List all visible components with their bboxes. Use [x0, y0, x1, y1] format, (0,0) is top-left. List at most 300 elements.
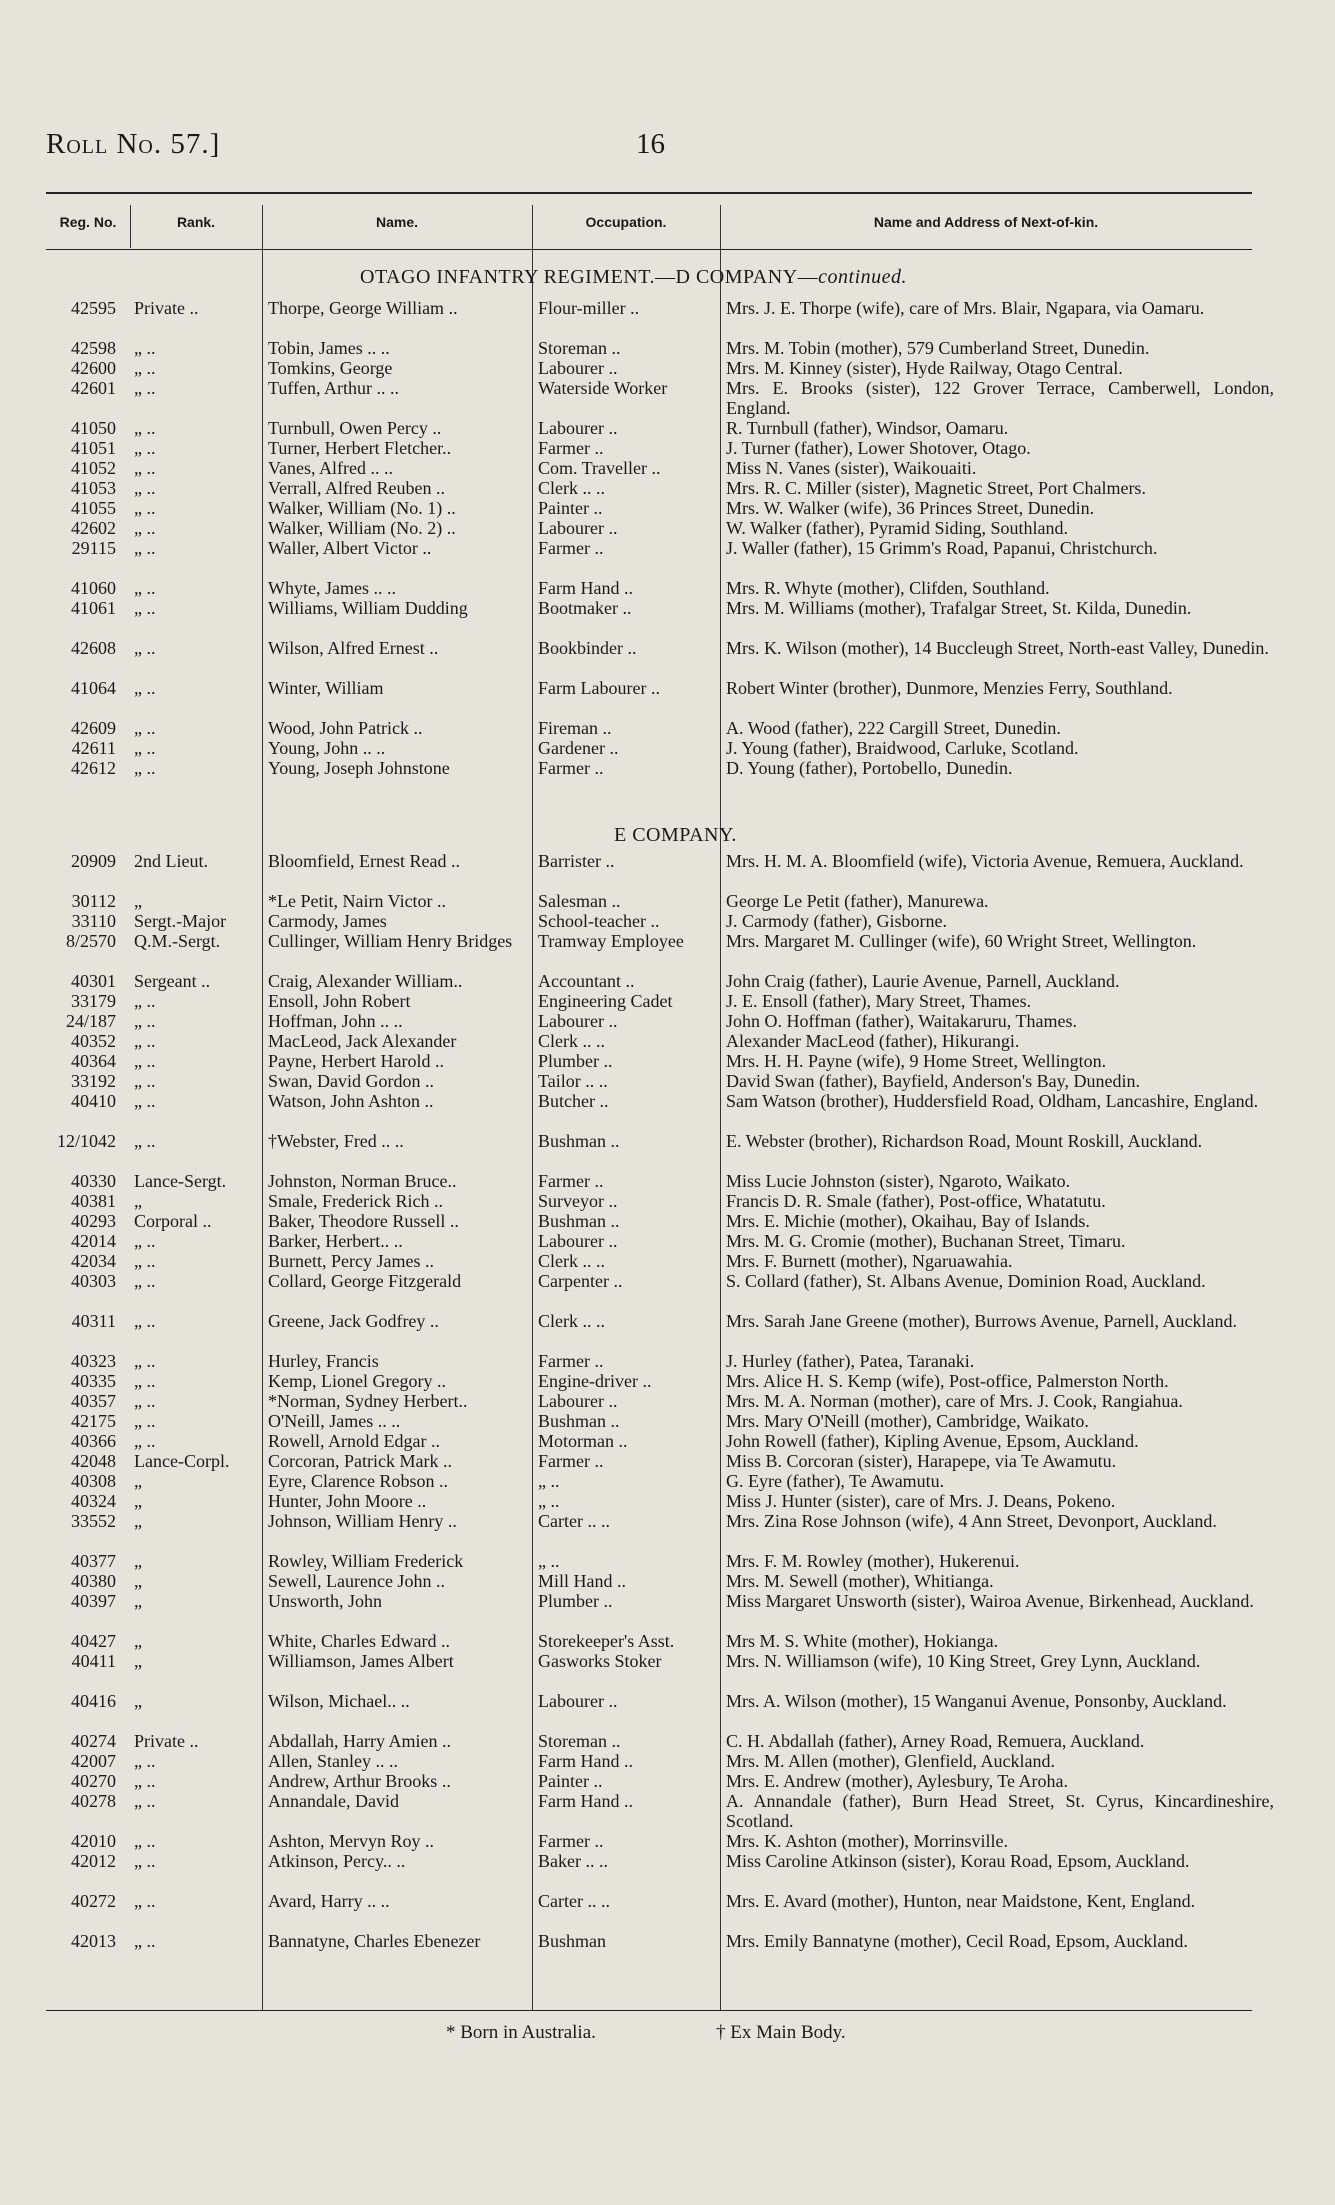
- rank: Sergt.-Major: [134, 911, 227, 931]
- soldier-name: Johnson, William Henry ..: [268, 1511, 457, 1531]
- reg-number: 42601: [71, 378, 116, 398]
- reg-number: 42007: [71, 1751, 116, 1771]
- occupation: Salesman ..: [538, 891, 621, 911]
- soldier-name: Baker, Theodore Russell ..: [268, 1211, 459, 1231]
- next-of-kin: Mrs. M. Williams (mother), Trafalgar Street, St. Kilda, Dunedin.: [726, 598, 1192, 618]
- occupation: Engineering Cadet: [538, 991, 673, 1011]
- rank: „ ..: [134, 638, 156, 658]
- occupation: Clerk .. ..: [538, 1311, 605, 1331]
- rank: „ ..: [134, 438, 156, 458]
- reg-number: 42034: [71, 1251, 116, 1271]
- header-bottom-rule: [46, 249, 1252, 250]
- occupation: Baker .. ..: [538, 1851, 608, 1871]
- reg-number: 41064: [71, 678, 116, 698]
- rank: „ ..: [134, 1431, 156, 1451]
- reg-number: 42175: [71, 1411, 116, 1431]
- col-divider: [130, 205, 131, 248]
- reg-number: 29115: [71, 538, 116, 558]
- occupation: Carpenter ..: [538, 1271, 623, 1291]
- reg-number: 40278: [71, 1791, 116, 1811]
- next-of-kin: Miss B. Corcoran (sister), Harapepe, via Te Awamutu.: [726, 1451, 1117, 1471]
- soldier-name: Avard, Harry .. ..: [268, 1891, 390, 1911]
- rank: „ ..: [134, 1251, 156, 1271]
- soldier-name: Cullinger, William Henry Bridges: [268, 931, 513, 951]
- reg-number: 12/1042: [56, 1131, 116, 1151]
- soldier-name: Turner, Herbert Fletcher..: [268, 438, 452, 458]
- rank: „ ..: [134, 1051, 156, 1071]
- rank: „ ..: [134, 1071, 156, 1091]
- soldier-name: Payne, Herbert Harold ..: [268, 1051, 444, 1071]
- occupation: Flour-miller ..: [538, 298, 640, 318]
- footnote-born-australia: * Born in Australia.: [446, 2022, 596, 2043]
- section-heading-e-company: E COMPANY.: [614, 824, 737, 846]
- next-of-kin: J. Turner (father), Lower Shotover, Otago.: [726, 438, 1031, 458]
- next-of-kin: G. Eyre (father), Te Awamutu.: [726, 1471, 945, 1491]
- rank: Sergeant ..: [134, 971, 211, 991]
- rank: „ ..: [134, 1771, 156, 1791]
- soldier-name: Waller, Albert Victor ..: [268, 538, 432, 558]
- occupation: Gasworks Stoker: [538, 1651, 662, 1671]
- soldier-name: Johnston, Norman Bruce..: [268, 1171, 457, 1191]
- page-number: 16: [636, 128, 665, 160]
- reg-number: 40377: [71, 1551, 116, 1571]
- next-of-kin: W. Walker (father), Pyramid Siding, Southland.: [726, 518, 1068, 538]
- rank: „ ..: [134, 758, 156, 778]
- reg-number: 40301: [71, 971, 116, 991]
- reg-number: 40411: [71, 1651, 116, 1671]
- occupation: Motorman ..: [538, 1431, 628, 1451]
- reg-number: 40335: [71, 1371, 116, 1391]
- reg-number: 40381: [71, 1191, 116, 1211]
- soldier-name: Wilson, Alfred Ernest ..: [268, 638, 439, 658]
- soldier-name: Greene, Jack Godfrey ..: [268, 1311, 439, 1331]
- next-of-kin: Mrs. K. Wilson (mother), 14 Buccleugh Street, North-east Valley, Dunedin.: [726, 638, 1269, 658]
- rank: „ ..: [134, 1791, 156, 1811]
- occupation: „ ..: [538, 1491, 560, 1511]
- reg-number: 41060: [71, 578, 116, 598]
- reg-number: 42595: [71, 298, 116, 318]
- roll-number: Roll No. 57.]: [46, 128, 221, 160]
- occupation: Labourer ..: [538, 1391, 618, 1411]
- section-title: OTAGO INFANTRY REGIMENT.—D COMPANY—: [360, 266, 819, 288]
- occupation: Accountant ..: [538, 971, 635, 991]
- soldier-name: Rowley, William Frederick: [268, 1551, 464, 1571]
- next-of-kin: Mrs. E. Michie (mother), Okaihau, Bay of Islands.: [726, 1211, 1090, 1231]
- reg-number: 40410: [71, 1091, 116, 1111]
- occupation: Labourer ..: [538, 1231, 618, 1251]
- rank: „ ..: [134, 1751, 156, 1771]
- col-header-occupation: Occupation.: [585, 214, 667, 230]
- occupation: Farmer ..: [538, 438, 604, 458]
- occupation: Tramway Employee: [538, 931, 684, 951]
- soldier-name: Thorpe, George William ..: [268, 298, 458, 318]
- soldier-name: Winter, William: [268, 678, 384, 698]
- occupation: Carter .. ..: [538, 1511, 610, 1531]
- next-of-kin: J. Carmody (father), Gisborne.: [726, 911, 947, 931]
- rank: „ ..: [134, 538, 156, 558]
- reg-number: 42010: [71, 1831, 116, 1851]
- occupation: Bushman ..: [538, 1411, 620, 1431]
- next-of-kin: Mrs. R. Whyte (mother), Clifden, Southland.: [726, 578, 1050, 598]
- soldier-name: Sewell, Laurence John ..: [268, 1571, 445, 1591]
- reg-number: 30112: [71, 891, 116, 911]
- soldier-name: Watson, John Ashton ..: [268, 1091, 434, 1111]
- occupation: Labourer ..: [538, 1691, 618, 1711]
- reg-number: 41050: [71, 418, 116, 438]
- rank: „ ..: [134, 1411, 156, 1431]
- occupation: Labourer ..: [538, 358, 618, 378]
- reg-number: 33192: [71, 1071, 116, 1091]
- rank: „ ..: [134, 991, 156, 1011]
- next-of-kin: Mrs. J. E. Thorpe (wife), care of Mrs. Blair, Ngapara, via Oamaru.: [726, 298, 1205, 318]
- reg-number: 24/187: [65, 1011, 116, 1031]
- occupation: Bushman: [538, 1931, 607, 1951]
- reg-number: 40272: [71, 1891, 116, 1911]
- occupation: Plumber ..: [538, 1591, 613, 1611]
- rank: „ ..: [134, 458, 156, 478]
- rank: „ ..: [134, 338, 156, 358]
- next-of-kin: John Craig (father), Laurie Avenue, Parnell, Auckland.: [726, 971, 1120, 991]
- rank: „: [134, 1191, 142, 1211]
- reg-number: 8/2570: [65, 931, 116, 951]
- reg-number: 40366: [71, 1431, 116, 1451]
- soldier-name: Williams, William Dudding: [268, 598, 468, 618]
- soldier-name: *Norman, Sydney Herbert..: [268, 1391, 468, 1411]
- reg-number: 42602: [71, 518, 116, 538]
- soldier-name: Swan, David Gordon ..: [268, 1071, 434, 1091]
- soldier-name: Smale, Frederick Rich ..: [268, 1191, 443, 1211]
- soldier-name: †Webster, Fred .. ..: [268, 1131, 404, 1151]
- soldier-name: Annandale, David: [268, 1791, 399, 1811]
- next-of-kin: Mrs. A. Wilson (mother), 15 Wanganui Avenue, Ponsonby, Auckland.: [726, 1691, 1227, 1711]
- reg-number: 42014: [71, 1231, 116, 1251]
- next-of-kin: C. H. Abdallah (father), Arney Road, Remuera, Auckland.: [726, 1731, 1145, 1751]
- soldier-name: Eyre, Clarence Robson ..: [268, 1471, 448, 1491]
- occupation: Farmer ..: [538, 538, 604, 558]
- rank: „: [134, 1571, 142, 1591]
- reg-number: 42048: [71, 1451, 116, 1471]
- occupation: Labourer ..: [538, 418, 618, 438]
- soldier-name: Barker, Herbert.. ..: [268, 1231, 403, 1251]
- occupation: Farmer ..: [538, 1351, 604, 1371]
- next-of-kin: Mrs. K. Ashton (mother), Morrinsville.: [726, 1831, 1008, 1851]
- next-of-kin: E. Webster (brother), Richardson Road, Mount Roskill, Auckland.: [726, 1131, 1203, 1151]
- reg-number: 40416: [71, 1691, 116, 1711]
- rank: „ ..: [134, 1371, 156, 1391]
- rank: „ ..: [134, 1351, 156, 1371]
- next-of-kin: John Rowell (father), Kipling Avenue, Epsom, Auckland.: [726, 1431, 1139, 1451]
- soldier-name: Verrall, Alfred Reuben ..: [268, 478, 445, 498]
- reg-number: 40397: [71, 1591, 116, 1611]
- soldier-name: Collard, George Fitzgerald: [268, 1271, 462, 1291]
- next-of-kin: Mrs. Sarah Jane Greene (mother), Burrows Avenue, Parnell, Auckland.: [726, 1311, 1238, 1331]
- rank: „ ..: [134, 1831, 156, 1851]
- next-of-kin: Mrs. Emily Bannatyne (mother), Cecil Road, Epsom, Auckland.: [726, 1931, 1188, 1951]
- rank: Corporal ..: [134, 1211, 212, 1231]
- next-of-kin: George Le Petit (father), Manurewa.: [726, 891, 989, 911]
- next-of-kin: Mrs. M. G. Cromie (mother), Buchanan Street, Timaru.: [726, 1231, 1126, 1251]
- soldier-name: Williamson, James Albert: [268, 1651, 454, 1671]
- rank: „ ..: [134, 518, 156, 538]
- rank: „ ..: [134, 1231, 156, 1251]
- next-of-kin: Robert Winter (brother), Dunmore, Menzies Ferry, Southland.: [726, 678, 1173, 698]
- soldier-name: Bloomfield, Ernest Read ..: [268, 851, 460, 871]
- occupation: Bushman ..: [538, 1131, 620, 1151]
- next-of-kin: J. Hurley (father), Patea, Taranaki.: [726, 1351, 975, 1371]
- next-of-kin: Miss N. Vanes (sister), Waikouaiti.: [726, 458, 977, 478]
- rank: „: [134, 1651, 142, 1671]
- occupation: Bookbinder ..: [538, 638, 637, 658]
- reg-number: 40303: [71, 1271, 116, 1291]
- reg-number: 42012: [71, 1851, 116, 1871]
- reg-number: 42013: [71, 1931, 116, 1951]
- reg-number: 41061: [71, 598, 116, 618]
- reg-number: 40308: [71, 1471, 116, 1491]
- next-of-kin: Miss Margaret Unsworth (sister), Wairoa Avenue, Birkenhead, Auckland.: [726, 1591, 1254, 1611]
- occupation: „ ..: [538, 1551, 560, 1571]
- reg-number: 40330: [71, 1171, 116, 1191]
- rank: Q.M.-Sergt.: [134, 931, 221, 951]
- soldier-name: Corcoran, Patrick Mark ..: [268, 1451, 452, 1471]
- next-of-kin: Sam Watson (brother), Huddersfield Road, Oldham, Lancashire, England.: [726, 1091, 1259, 1111]
- col-header-reg: Reg. No.: [59, 214, 117, 230]
- next-of-kin: Mrs. M. Kinney (sister), Hyde Railway, Otago Central.: [726, 358, 1123, 378]
- rank: Lance-Sergt.: [134, 1171, 227, 1191]
- occupation: Farmer ..: [538, 1831, 604, 1851]
- reg-number: 40364: [71, 1051, 116, 1071]
- rank: „: [134, 1551, 142, 1571]
- soldier-name: *Le Petit, Nairn Victor ..: [268, 891, 447, 911]
- next-of-kin: Mrs. W. Walker (wife), 36 Princes Street, Dunedin.: [726, 498, 1095, 518]
- rank: „ ..: [134, 358, 156, 378]
- occupation: Bushman ..: [538, 1211, 620, 1231]
- soldier-name: White, Charles Edward ..: [268, 1631, 450, 1651]
- rank: „ ..: [134, 578, 156, 598]
- next-of-kin: Mrs. E. Andrew (mother), Aylesbury, Te Aroha.: [726, 1771, 1069, 1791]
- reg-number: 42611: [71, 738, 116, 758]
- next-of-kin: Mrs M. S. White (mother), Hokianga.: [726, 1631, 999, 1651]
- next-of-kin: J. Waller (father), 15 Grimm's Road, Papanui, Christchurch.: [726, 538, 1158, 558]
- rank: „ ..: [134, 1271, 156, 1291]
- next-of-kin: A. Annandale (father), Burn Head Street, St. Cyrus, Kincardineshire, Scotland.: [726, 1791, 1274, 1831]
- rank: „ ..: [134, 1891, 156, 1911]
- soldier-name: Bannatyne, Charles Ebenezer: [268, 1931, 481, 1951]
- occupation: Farmer ..: [538, 1451, 604, 1471]
- soldier-name: Atkinson, Percy.. ..: [268, 1851, 406, 1871]
- soldier-name: Walker, William (No. 2) ..: [268, 518, 456, 538]
- soldier-name: Ensoll, John Robert: [268, 991, 411, 1011]
- rank: „ ..: [134, 498, 156, 518]
- reg-number: 40293: [71, 1211, 116, 1231]
- soldier-name: Allen, Stanley .. ..: [268, 1751, 398, 1771]
- next-of-kin: Mrs. N. Williamson (wife), 10 King Street, Grey Lynn, Auckland.: [726, 1651, 1201, 1671]
- next-of-kin: J. E. Ensoll (father), Mary Street, Thames.: [726, 991, 1032, 1011]
- rank: „ ..: [134, 1311, 156, 1331]
- next-of-kin: Alexander MacLeod (father), Hikurangi.: [726, 1031, 1020, 1051]
- rank: „: [134, 1631, 142, 1651]
- next-of-kin: Mrs. Mary O'Neill (mother), Cambridge, Waikato.: [726, 1411, 1089, 1431]
- soldier-name: Hunter, John Moore ..: [268, 1491, 427, 1511]
- rank: „: [134, 1511, 142, 1531]
- footnote-ex-main-body: † Ex Main Body.: [716, 2022, 846, 2043]
- occupation: Waterside Worker: [538, 378, 668, 398]
- occupation: Bootmaker ..: [538, 598, 632, 618]
- soldier-name: Young, Joseph Johnstone: [268, 758, 450, 778]
- next-of-kin: S. Collard (father), St. Albans Avenue, Dominion Road, Auckland.: [726, 1271, 1206, 1291]
- next-of-kin: Mrs. H. M. A. Bloomfield (wife), Victoria Avenue, Remuera, Auckland.: [726, 851, 1244, 871]
- header-top-rule: [46, 192, 1252, 194]
- rank: „ ..: [134, 598, 156, 618]
- rank: „: [134, 1691, 142, 1711]
- occupation: Storeman ..: [538, 1731, 621, 1751]
- soldier-name: Abdallah, Harry Amien ..: [268, 1731, 451, 1751]
- occupation: Farm Hand ..: [538, 1751, 633, 1771]
- soldier-name: Hoffman, John .. ..: [268, 1011, 403, 1031]
- next-of-kin: J. Young (father), Braidwood, Carluke, Scotland.: [726, 738, 1079, 758]
- rank: „: [134, 891, 142, 911]
- next-of-kin: Miss Lucie Johnston (sister), Ngaroto, Waikato.: [726, 1171, 1071, 1191]
- occupation: Clerk .. ..: [538, 478, 605, 498]
- rank: „ ..: [134, 1091, 156, 1111]
- soldier-name: O'Neill, James .. ..: [268, 1411, 401, 1431]
- rank: „ ..: [134, 1391, 156, 1411]
- occupation: Farm Hand ..: [538, 1791, 633, 1811]
- next-of-kin: A. Wood (father), 222 Cargill Street, Dunedin.: [726, 718, 1061, 738]
- rank: Private ..: [134, 298, 199, 318]
- occupation: Surveyor ..: [538, 1191, 618, 1211]
- occupation: Storekeeper's Asst.: [538, 1631, 675, 1651]
- soldier-name: Whyte, James .. ..: [268, 578, 396, 598]
- occupation: Clerk .. ..: [538, 1251, 605, 1271]
- soldier-name: Burnett, Percy James ..: [268, 1251, 434, 1271]
- rank: „ ..: [134, 1931, 156, 1951]
- rank: „ ..: [134, 1031, 156, 1051]
- rank: „: [134, 1491, 142, 1511]
- col-header-rank: Rank.: [176, 214, 216, 230]
- occupation: Mill Hand ..: [538, 1571, 626, 1591]
- occupation: Gardener ..: [538, 738, 619, 758]
- reg-number: 41055: [71, 498, 116, 518]
- occupation: Storeman ..: [538, 338, 621, 358]
- rank: 2nd Lieut.: [134, 851, 208, 871]
- soldier-name: Andrew, Arthur Brooks ..: [268, 1771, 451, 1791]
- next-of-kin: Mrs. R. C. Miller (sister), Magnetic Street, Port Chalmers.: [726, 478, 1146, 498]
- soldier-name: Walker, William (No. 1) ..: [268, 498, 456, 518]
- soldier-name: Tuffen, Arthur .. ..: [268, 378, 400, 398]
- next-of-kin: Mrs. Alice H. S. Kemp (wife), Post-office, Palmerston North.: [726, 1371, 1169, 1391]
- soldier-name: MacLeod, Jack Alexander: [268, 1031, 457, 1051]
- next-of-kin: Mrs. Zina Rose Johnson (wife), 4 Ann Street, Devonport, Auckland.: [726, 1511, 1217, 1531]
- reg-number: 40380: [71, 1571, 116, 1591]
- reg-number: 40324: [71, 1491, 116, 1511]
- next-of-kin: Mrs. F. M. Rowley (mother), Hukerenui.: [726, 1551, 1020, 1571]
- rank: Lance-Corpl.: [134, 1451, 230, 1471]
- col-divider: [720, 205, 721, 2010]
- section-heading-d-company: [360, 266, 907, 289]
- next-of-kin: Mrs. F. Burnett (mother), Ngaruawahia.: [726, 1251, 1013, 1271]
- occupation: Fireman ..: [538, 718, 612, 738]
- reg-number: 40311: [71, 1311, 116, 1331]
- next-of-kin: Miss Caroline Atkinson (sister), Korau Road, Epsom, Auckland.: [726, 1851, 1190, 1871]
- occupation: Butcher ..: [538, 1091, 609, 1111]
- reg-number: 42600: [71, 358, 116, 378]
- reg-number: 33179: [71, 991, 116, 1011]
- reg-number: 40427: [71, 1631, 116, 1651]
- rank: „ ..: [134, 1851, 156, 1871]
- rank: „ ..: [134, 718, 156, 738]
- occupation: Engine-driver ..: [538, 1371, 652, 1391]
- rank: Private ..: [134, 1731, 199, 1751]
- next-of-kin: David Swan (father), Bayfield, Anderson's Bay, Dunedin.: [726, 1071, 1140, 1091]
- reg-number: 33110: [71, 911, 116, 931]
- col-divider: [532, 205, 533, 2010]
- col-divider: [262, 205, 263, 2010]
- rank: „ ..: [134, 378, 156, 398]
- soldier-name: Tomkins, George: [268, 358, 393, 378]
- rank: „ ..: [134, 478, 156, 498]
- soldier-name: Hurley, Francis: [268, 1351, 379, 1371]
- soldier-name: Wilson, Michael.. ..: [268, 1691, 410, 1711]
- next-of-kin: Mrs. H. H. Payne (wife), 9 Home Street, Wellington.: [726, 1051, 1107, 1071]
- reg-number: 42612: [71, 758, 116, 778]
- rank: „ ..: [134, 418, 156, 438]
- next-of-kin: Mrs. E. Avard (mother), Hunton, near Maidstone, Kent, England.: [726, 1891, 1196, 1911]
- occupation: Farm Labourer ..: [538, 678, 660, 698]
- occupation: Clerk .. ..: [538, 1031, 605, 1051]
- reg-number: 40357: [71, 1391, 116, 1411]
- reg-number: 33552: [71, 1511, 116, 1531]
- occupation: „ ..: [538, 1471, 560, 1491]
- reg-number: 40323: [71, 1351, 116, 1371]
- occupation: Farmer ..: [538, 758, 604, 778]
- occupation: Labourer ..: [538, 1011, 618, 1031]
- reg-number: 41051: [71, 438, 116, 458]
- reg-number: 42608: [71, 638, 116, 658]
- occupation: Plumber ..: [538, 1051, 613, 1071]
- rank: „ ..: [134, 1131, 156, 1151]
- soldier-name: Rowell, Arnold Edgar ..: [268, 1431, 440, 1451]
- occupation: Labourer ..: [538, 518, 618, 538]
- occupation: School-teacher ..: [538, 911, 660, 931]
- rank: „ ..: [134, 678, 156, 698]
- occupation: Tailor .. ..: [538, 1071, 608, 1091]
- col-header-kin: Name and Address of Next-of-kin.: [873, 214, 1099, 230]
- next-of-kin: Mrs. M. A. Norman (mother), care of Mrs. J. Cook, Rangiahua.: [726, 1391, 1183, 1411]
- occupation: Com. Traveller ..: [538, 458, 661, 478]
- rank: „ ..: [134, 1011, 156, 1031]
- next-of-kin: John O. Hoffman (father), Waitakaruru, Thames.: [726, 1011, 1077, 1031]
- soldier-name: Craig, Alexander William..: [268, 971, 463, 991]
- reg-number: 40270: [71, 1771, 116, 1791]
- occupation: Farmer ..: [538, 1171, 604, 1191]
- reg-number: 40352: [71, 1031, 116, 1051]
- soldier-name: Ashton, Mervyn Roy ..: [268, 1831, 434, 1851]
- next-of-kin: R. Turnbull (father), Windsor, Oamaru.: [726, 418, 1009, 438]
- next-of-kin: Mrs. M. Allen (mother), Glenfield, Auckland.: [726, 1751, 1055, 1771]
- soldier-name: Unsworth, John: [268, 1591, 383, 1611]
- reg-number: 41052: [71, 458, 116, 478]
- soldier-name: Kemp, Lionel Gregory ..: [268, 1371, 446, 1391]
- reg-number: 20909: [71, 851, 116, 871]
- footer-rule: [46, 2010, 1252, 2011]
- reg-number: 40274: [71, 1731, 116, 1751]
- next-of-kin: Mrs. M. Tobin (mother), 579 Cumberland Street, Dunedin.: [726, 338, 1150, 358]
- reg-number: 41053: [71, 478, 116, 498]
- next-of-kin: Mrs. M. Sewell (mother), Whitianga.: [726, 1571, 994, 1591]
- next-of-kin: Mrs. E. Brooks (sister), 122 Grover Terrace, Camberwell, London, England.: [726, 378, 1274, 418]
- next-of-kin: D. Young (father), Portobello, Dunedin.: [726, 758, 1013, 778]
- next-of-kin: Mrs. Margaret M. Cullinger (wife), 60 Wright Street, Wellington.: [726, 931, 1197, 951]
